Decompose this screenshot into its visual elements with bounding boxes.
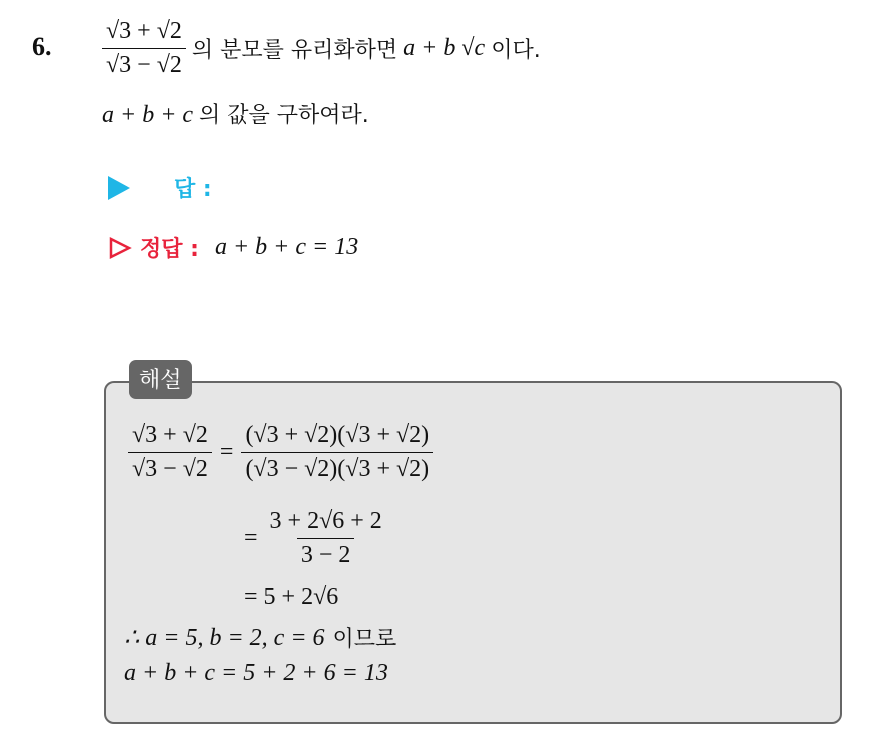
solution-lhs-fraction — [128, 422, 212, 483]
solution-step-1 — [128, 422, 433, 483]
question-line-2-expr: a + b + c — [102, 102, 194, 128]
equals-sign: = — [244, 525, 258, 551]
play-triangle-icon — [108, 176, 130, 200]
question-line-2 — [102, 98, 369, 129]
solution-step-2 — [244, 508, 386, 569]
solution-lhs-den: √3 − √2 — [128, 452, 212, 483]
solution-final-line: a + b + c = 5 + 2 + 6 = 13 — [124, 660, 388, 686]
answer-row — [108, 172, 212, 203]
equals-sign: = — [219, 439, 234, 465]
solution-step2-fraction — [266, 508, 386, 569]
question-line-1 — [102, 18, 541, 79]
solution-step2-den: 3 − 2 — [297, 538, 355, 569]
correct-label: 정답 : — [140, 237, 199, 262]
solution-therefore-line — [124, 622, 396, 653]
correct-answer-row — [108, 232, 358, 263]
question-text-1: 의 분모를 유리화하면 — [191, 38, 398, 63]
question-line-2-text: 의 값을 구하여라. — [199, 103, 369, 128]
fraction-denominator: √3 − √2 — [102, 48, 186, 79]
solution-step2-num: 3 + 2√6 + 2 — [269, 508, 382, 534]
question-expr-1: a + b √c — [403, 35, 486, 61]
question-fraction — [102, 18, 186, 79]
solution-step1-num: (√3 + √2)(√3 + √2) — [245, 422, 430, 448]
therefore-text: 이므로 — [332, 627, 397, 652]
question-number: 6. — [32, 32, 52, 61]
question-text-2: 이다. — [491, 38, 541, 63]
correct-value: a + b + c = 13 — [214, 234, 359, 260]
solution-tag: 해설 — [129, 360, 192, 399]
outline-triangle-icon — [108, 236, 132, 260]
answer-label: 답 : — [174, 177, 212, 202]
therefore-expr: ∴ a = 5, b = 2, c = 6 — [124, 625, 325, 651]
solution-step-3: = 5 + 2√6 — [244, 584, 339, 610]
fraction-numerator: √3 + √2 — [106, 18, 182, 44]
solution-lhs-num: √3 + √2 — [132, 422, 208, 448]
solution-step1-den: (√3 − √2)(√3 + √2) — [241, 452, 433, 483]
solution-step1-fraction — [241, 422, 433, 483]
